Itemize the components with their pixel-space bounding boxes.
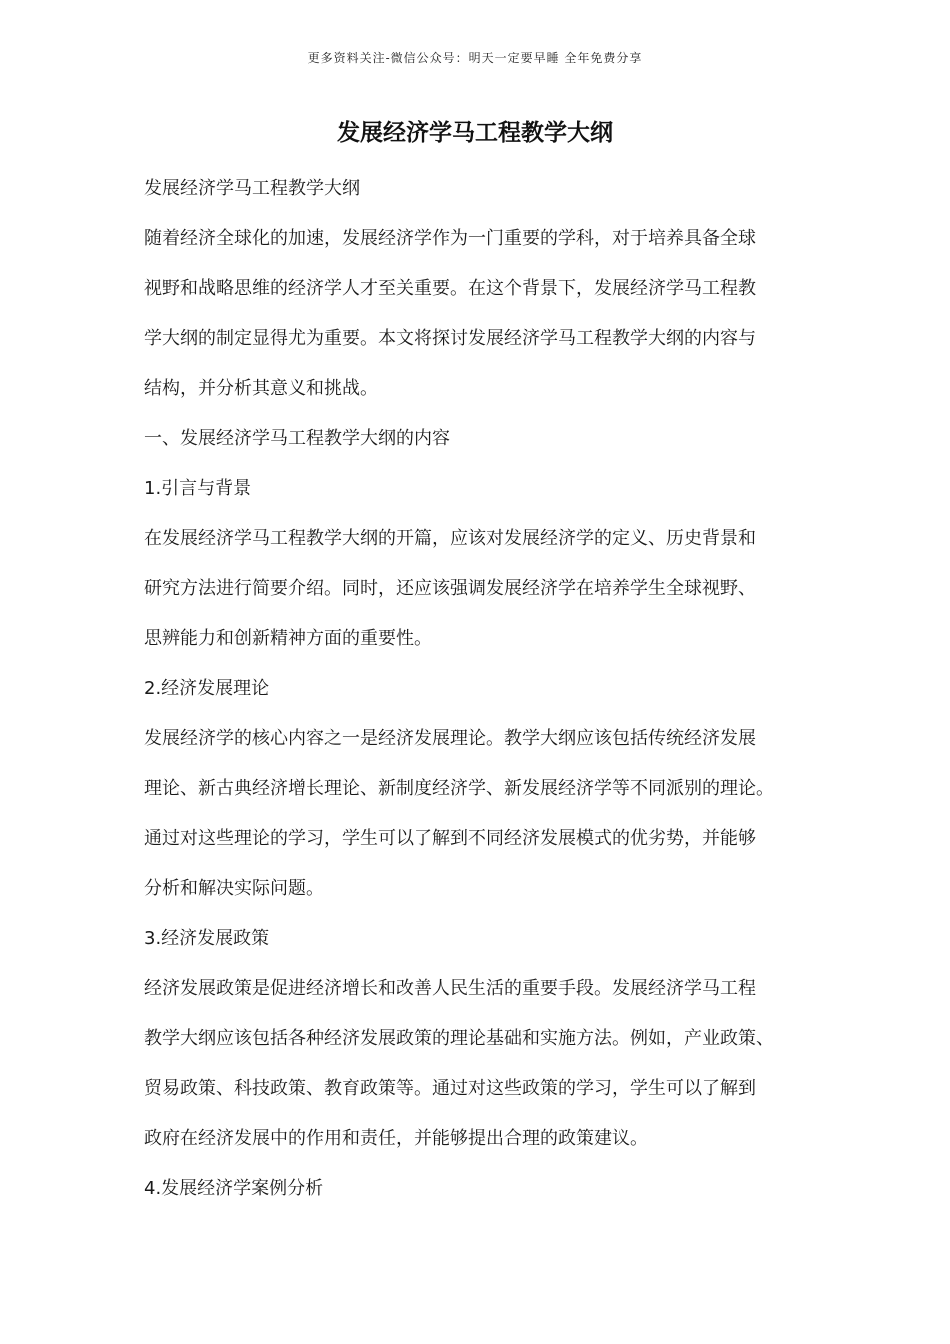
document-title: 发展经济学马工程教学大纲 — [337, 120, 613, 146]
document-body — [144, 171, 834, 1221]
paragraph-line: 通过对这些理论的学习，学生可以了解到不同经济发展模式的优劣势，并能够 — [144, 828, 756, 849]
paragraph-line: 随着经济全球化的加速，发展经济学作为一门重要的学科，对于培养具备全球 — [144, 228, 756, 249]
paragraph-line: 分析和解决实际问题。 — [144, 878, 324, 899]
subsection-heading: 4.发展经济学案例分析 — [144, 1178, 324, 1199]
section-heading: 一、发展经济学马工程教学大纲的内容 — [144, 428, 450, 449]
paragraph-line: 视野和战略思维的经济学人才至关重要。在这个背景下，发展经济学马工程教 — [144, 278, 756, 299]
paragraph-line: 在发展经济学马工程教学大纲的开篇，应该对发展经济学的定义、历史背景和 — [144, 528, 756, 549]
paragraph-line: 经济发展政策是促进经济增长和改善人民生活的重要手段。发展经济学马工程 — [144, 978, 756, 999]
subsection-heading: 2.经济发展理论 — [144, 678, 270, 699]
paragraph-line: 思辨能力和创新精神方面的重要性。 — [144, 628, 432, 649]
paragraph-line: 理论、新古典经济增长理论、新制度经济学、新发展经济学等不同派别的理论。 — [144, 778, 774, 799]
subsection-heading: 1.引言与背景 — [144, 478, 252, 499]
paragraph-line: 教学大纲应该包括各种经济发展政策的理论基础和实施方法。例如，产业政策、 — [144, 1028, 774, 1049]
paragraph-line: 发展经济学的核心内容之一是经济发展理论。教学大纲应该包括传统经济发展 — [144, 728, 756, 749]
paragraph-line: 政府在经济发展中的作用和责任，并能够提出合理的政策建议。 — [144, 1128, 648, 1149]
paragraph-line: 研究方法进行简要介绍。同时，还应该强调发展经济学在培养学生全球视野、 — [144, 578, 756, 599]
paragraph-line: 贸易政策、科技政策、教育政策等。通过对这些政策的学习，学生可以了解到 — [144, 1078, 756, 1099]
subtitle-line: 发展经济学马工程教学大纲 — [144, 178, 360, 199]
header-note: 更多资料关注-微信公众号：明天一定要早睡 全年免费分享 — [307, 51, 643, 65]
paragraph-line: 学大纲的制定显得尤为重要。本文将探讨发展经济学马工程教学大纲的内容与 — [144, 328, 756, 349]
subsection-heading: 3.经济发展政策 — [144, 928, 270, 949]
paragraph-line: 结构，并分析其意义和挑战。 — [144, 378, 378, 399]
